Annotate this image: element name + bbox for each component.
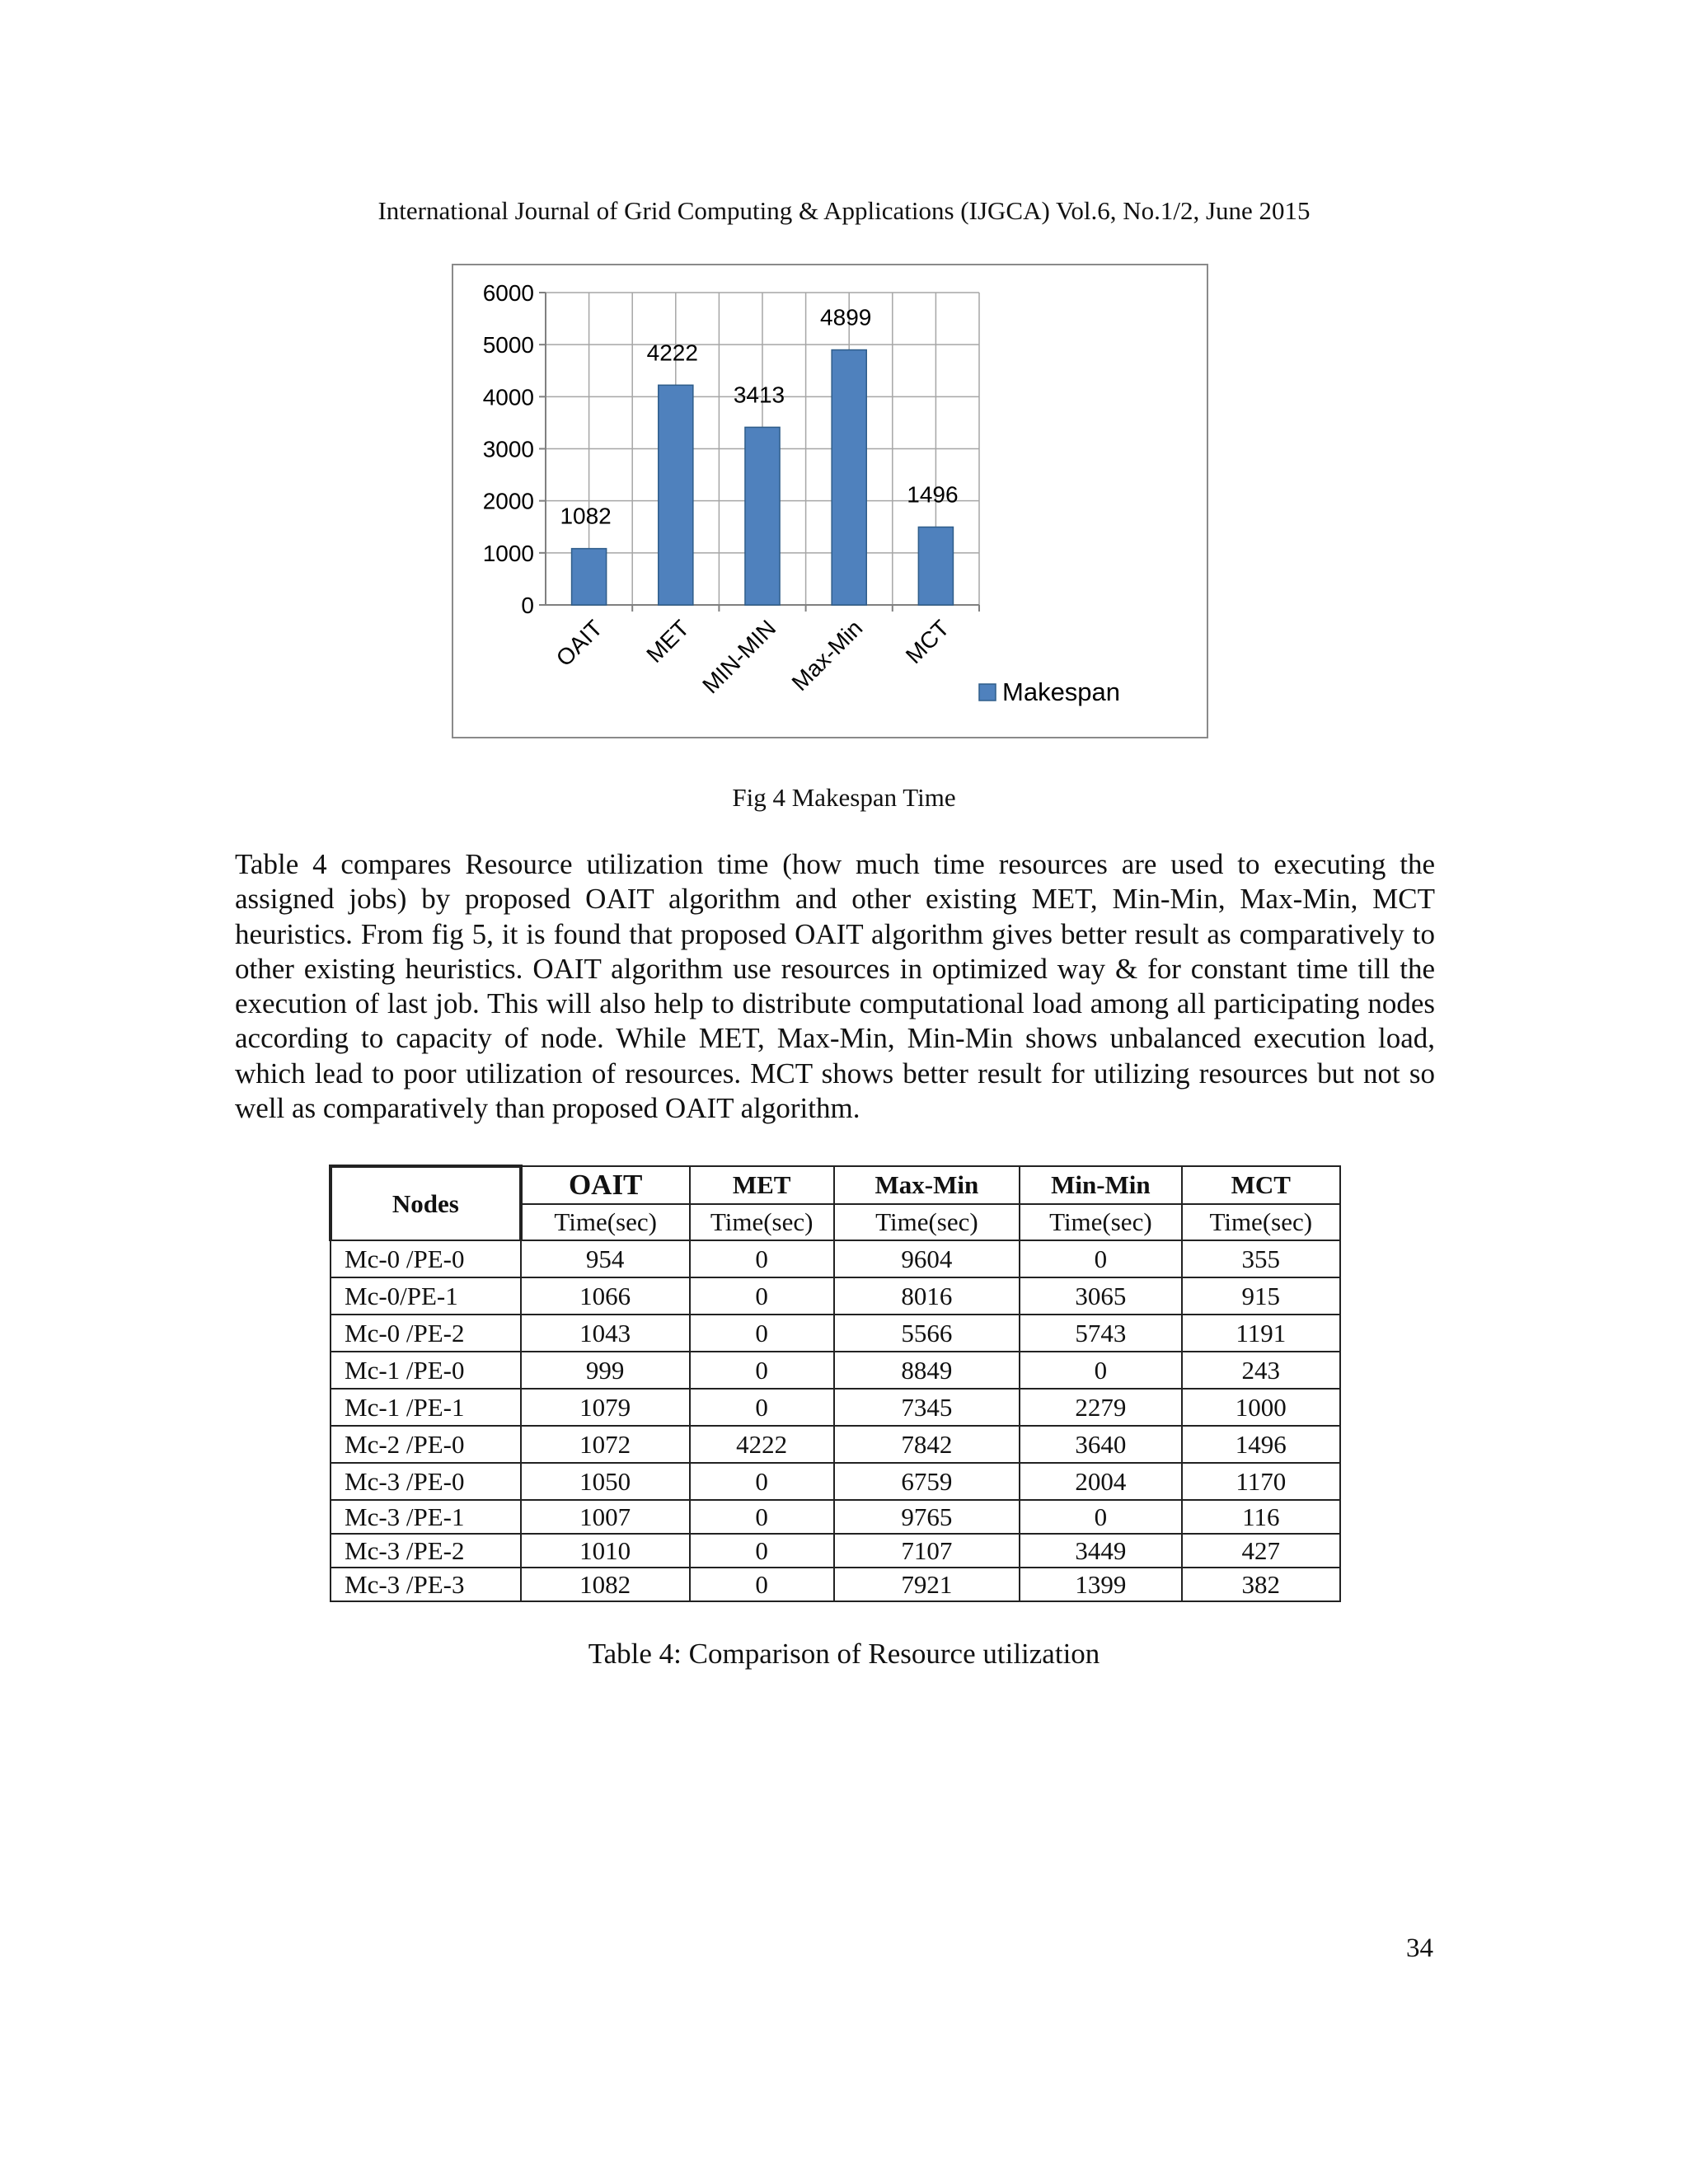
table-row bbox=[331, 1352, 1340, 1389]
value-cell: 1082 bbox=[521, 1568, 690, 1601]
journal-header: International Journal of Grid Computing & Applications (IJGCA) Vol.6, No.1/2, June 2015 bbox=[377, 196, 1311, 225]
table-caption: Table 4: Comparison of Resource utilization bbox=[588, 1638, 1100, 1670]
value-cell: 0 bbox=[1020, 1240, 1181, 1277]
value-cell: 7107 bbox=[834, 1534, 1020, 1568]
y-tick-label: 1000 bbox=[482, 540, 534, 566]
value-cell: 243 bbox=[1182, 1352, 1340, 1389]
x-tick-label: MET bbox=[641, 615, 695, 668]
y-tick-label: 6000 bbox=[482, 280, 534, 306]
data-label: 4899 bbox=[820, 304, 872, 330]
y-tick-label: 4000 bbox=[482, 384, 534, 410]
node-cell: Mc-1 /PE-0 bbox=[331, 1352, 521, 1389]
node-cell: Mc-0 /PE-2 bbox=[331, 1315, 521, 1352]
table-row bbox=[331, 1534, 1340, 1568]
col-mct: MCT bbox=[1182, 1166, 1340, 1204]
legend-label: Makespan bbox=[1002, 677, 1121, 706]
makespan-chart bbox=[452, 264, 1208, 738]
node-cell: Mc-3 /PE-1 bbox=[331, 1500, 521, 1534]
resource-utilization-table bbox=[329, 1165, 1341, 1602]
data-label: 1496 bbox=[907, 481, 959, 508]
value-cell: 0 bbox=[690, 1500, 834, 1534]
table-row bbox=[331, 1315, 1340, 1352]
value-cell: 1496 bbox=[1182, 1426, 1340, 1463]
y-tick-label: 2000 bbox=[482, 488, 534, 514]
col-max-min: Max-Min bbox=[834, 1166, 1020, 1204]
col-min-min: Min-Min bbox=[1020, 1166, 1181, 1204]
value-cell: 9604 bbox=[834, 1240, 1020, 1277]
node-cell: Mc-3 /PE-2 bbox=[331, 1534, 521, 1568]
value-cell: 915 bbox=[1182, 1277, 1340, 1315]
y-tick-label: 0 bbox=[521, 593, 534, 618]
value-cell: 7842 bbox=[834, 1426, 1020, 1463]
value-cell: 0 bbox=[690, 1568, 834, 1601]
node-cell: Mc-0/PE-1 bbox=[331, 1277, 521, 1315]
value-cell: 3065 bbox=[1020, 1277, 1181, 1315]
legend-swatch bbox=[979, 684, 996, 701]
y-tick-label: 3000 bbox=[482, 436, 534, 462]
value-cell: 1072 bbox=[521, 1426, 690, 1463]
table-row bbox=[331, 1500, 1340, 1534]
table-row bbox=[331, 1463, 1340, 1500]
value-cell: 382 bbox=[1182, 1568, 1340, 1601]
bar-min-min bbox=[745, 427, 780, 605]
table-row bbox=[331, 1240, 1340, 1277]
value-cell: 0 bbox=[690, 1277, 834, 1315]
sub-header-time: Time(sec) bbox=[690, 1204, 834, 1240]
value-cell: 1399 bbox=[1020, 1568, 1181, 1601]
node-cell: Mc-3 /PE-0 bbox=[331, 1463, 521, 1500]
value-cell: 3449 bbox=[1020, 1534, 1181, 1568]
sub-header-time: Time(sec) bbox=[521, 1204, 690, 1240]
value-cell: 1191 bbox=[1182, 1315, 1340, 1352]
x-tick-label: OAIT bbox=[551, 615, 607, 672]
bar-mct bbox=[918, 527, 953, 605]
node-cell: Mc-0 /PE-0 bbox=[331, 1240, 521, 1277]
value-cell: 0 bbox=[690, 1240, 834, 1277]
figure-caption: Fig 4 Makespan Time bbox=[732, 783, 956, 812]
bar-oait bbox=[572, 549, 607, 605]
node-cell: Mc-2 /PE-0 bbox=[331, 1426, 521, 1463]
value-cell: 0 bbox=[1020, 1500, 1181, 1534]
value-cell: 1066 bbox=[521, 1277, 690, 1315]
value-cell: 954 bbox=[521, 1240, 690, 1277]
makespan-chart-svg bbox=[453, 265, 1207, 737]
data-label: 3413 bbox=[733, 382, 785, 408]
data-label: 1082 bbox=[560, 503, 612, 529]
value-cell: 0 bbox=[690, 1352, 834, 1389]
value-cell: 8849 bbox=[834, 1352, 1020, 1389]
value-cell: 0 bbox=[690, 1463, 834, 1500]
value-cell: 1010 bbox=[521, 1534, 690, 1568]
value-cell: 999 bbox=[521, 1352, 690, 1389]
value-cell: 1170 bbox=[1182, 1463, 1340, 1500]
col-oait: OAIT bbox=[521, 1166, 690, 1204]
value-cell: 9765 bbox=[834, 1500, 1020, 1534]
value-cell: 1043 bbox=[521, 1315, 690, 1352]
sub-header-time: Time(sec) bbox=[834, 1204, 1020, 1240]
value-cell: 0 bbox=[690, 1315, 834, 1352]
value-cell: 2279 bbox=[1020, 1389, 1181, 1426]
value-cell: 5566 bbox=[834, 1315, 1020, 1352]
value-cell: 3640 bbox=[1020, 1426, 1181, 1463]
value-cell: 2004 bbox=[1020, 1463, 1181, 1500]
value-cell: 427 bbox=[1182, 1534, 1340, 1568]
x-tick-label: Max-Min bbox=[786, 615, 868, 696]
value-cell: 0 bbox=[690, 1534, 834, 1568]
value-cell: 5743 bbox=[1020, 1315, 1181, 1352]
value-cell: 355 bbox=[1182, 1240, 1340, 1277]
x-tick-label: MCT bbox=[900, 615, 954, 669]
value-cell: 8016 bbox=[834, 1277, 1020, 1315]
value-cell: 1079 bbox=[521, 1389, 690, 1426]
bar-met bbox=[659, 385, 693, 605]
page-number: 34 bbox=[1406, 1933, 1433, 1963]
data-label: 4222 bbox=[646, 340, 698, 366]
table-row bbox=[331, 1568, 1340, 1601]
y-tick-label: 5000 bbox=[482, 332, 534, 359]
sub-header-time: Time(sec) bbox=[1020, 1204, 1181, 1240]
node-cell: Mc-1 /PE-1 bbox=[331, 1389, 521, 1426]
value-cell: 6759 bbox=[834, 1463, 1020, 1500]
value-cell: 0 bbox=[690, 1389, 834, 1426]
value-cell: 1000 bbox=[1182, 1389, 1340, 1426]
value-cell: 1050 bbox=[521, 1463, 690, 1500]
value-cell: 4222 bbox=[690, 1426, 834, 1463]
x-tick-label: MIN-MIN bbox=[697, 615, 781, 699]
value-cell: 116 bbox=[1182, 1500, 1340, 1534]
table-row bbox=[331, 1277, 1340, 1315]
body-paragraph: Table 4 compares Resource utilization time (how much time resources are used to executing the assigned jobs) by proposed OAIT algorithm and other existing MET, Min-Min, Max-Min, MCT heuristics. From fig 5, it is found that proposed OAIT algorithm gives better result as comparatively to other existing heuristics. OAIT algorithm use resources in optimized way & for constant time till the execution of last job. This will also help to distribute computational load among all participating nodes according to capacity of node. While MET, Max-Min, Min-Min shows unbalanced execution load, which lead to poor utilization of resources. MCT shows better result for utilizing resources but not so well as comparatively than proposed OAIT algorithm. bbox=[235, 848, 1435, 1125]
table-row bbox=[331, 1389, 1340, 1426]
value-cell: 7345 bbox=[834, 1389, 1020, 1426]
bar-max-min bbox=[832, 350, 866, 605]
col-met: MET bbox=[690, 1166, 834, 1204]
table-row bbox=[331, 1426, 1340, 1463]
value-cell: 7921 bbox=[834, 1568, 1020, 1601]
value-cell: 0 bbox=[1020, 1352, 1181, 1389]
table-body bbox=[331, 1240, 1340, 1601]
sub-header-time: Time(sec) bbox=[1182, 1204, 1340, 1240]
nodes-header: Nodes bbox=[331, 1166, 521, 1240]
node-cell: Mc-3 /PE-3 bbox=[331, 1568, 521, 1601]
value-cell: 1007 bbox=[521, 1500, 690, 1534]
